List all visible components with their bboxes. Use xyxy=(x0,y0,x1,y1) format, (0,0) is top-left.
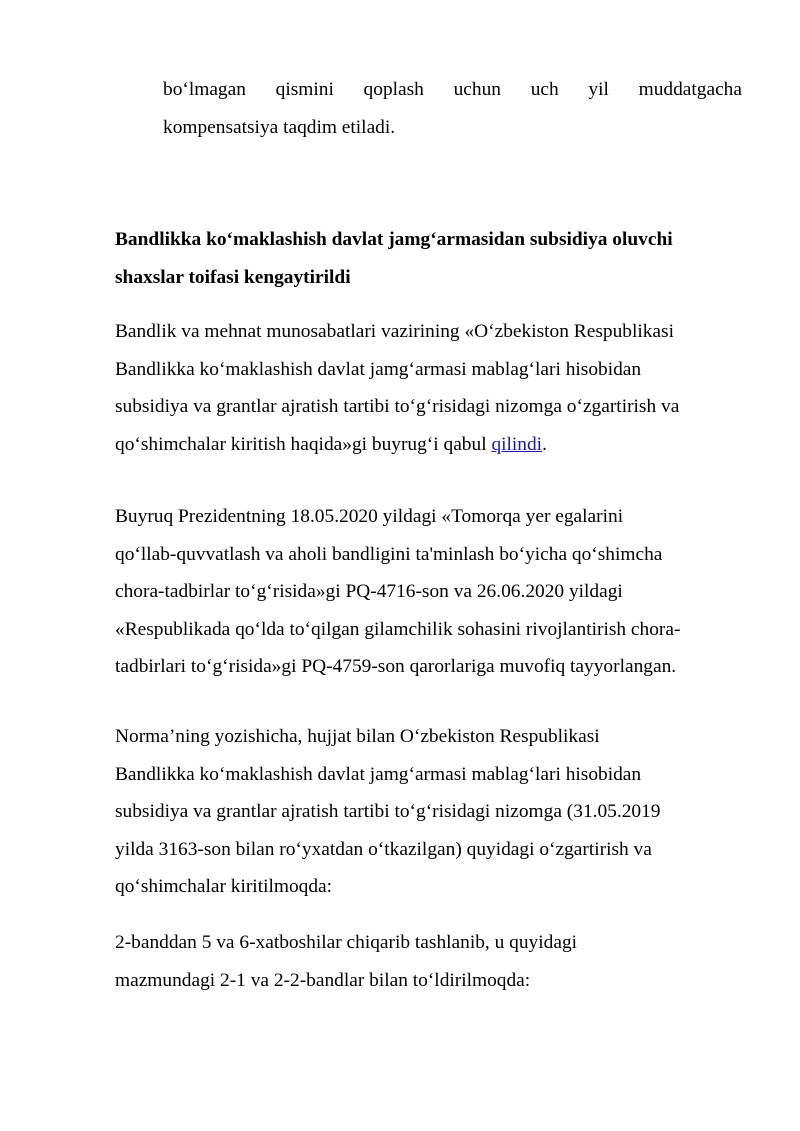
text-line xyxy=(115,426,745,464)
text-line: tadbirlari to‘g‘risida»gi PQ-4759-son qarorlariga muvofiq tayyorlangan. xyxy=(115,656,677,677)
paragraph-order-adopted xyxy=(115,313,745,463)
heading-line: Bandlikka ko‘maklashish davlat jamg‘armasidan subsidiya oluvchi xyxy=(115,229,673,250)
text-line: Buyruq Prezidentning 18.05.2020 yildagi «Tomorqa yer egalarini xyxy=(115,506,624,527)
text-fragment: qo‘shimchalar kiritish haqida»gi buyrug‘i qabul xyxy=(115,433,492,455)
text-line: qo‘shimchalar kiritilmoqda: xyxy=(115,876,333,897)
text-line: kompensatsiya taqdim etiladi. xyxy=(163,116,396,138)
text-line: subsidiya va grantlar ajratish tartibi to‘g‘risidagi nizomga o‘zgartirish va xyxy=(115,396,680,417)
text-line: «Respublikada qo‘lda to‘qilgan gilamchilik sohasini rivojlantirish chora- xyxy=(115,618,681,640)
section-heading xyxy=(115,221,745,296)
text-fragment: . xyxy=(542,433,547,455)
qilindi-link[interactable]: qilindi xyxy=(491,433,543,455)
text-line: Bandlik va mehnat munosabatlari vazirining «O‘zbekiston Respublikasi xyxy=(115,321,674,342)
text-line: yilda 3163-son bilan ro‘yxatdan o‘tkazilgan) quyidagi o‘zgartirish va xyxy=(115,838,652,860)
text-line: subsidiya va grantlar ajratish tartibi to‘g‘risidagi nizomga (31.05.2019 xyxy=(115,801,661,822)
text-line: Bandlikka ko‘maklashish davlat jamg‘armasi mablag‘lari hisobidan xyxy=(115,358,642,380)
paragraph-amendments xyxy=(115,924,745,999)
text-line: Norma’ning yozishicha, hujjat bilan O‘zbekiston Respublikasi xyxy=(115,726,600,747)
heading-line: shaxslar toifasi kengaytirildi xyxy=(115,266,351,288)
text-line: 2-banddan 5 va 6-xatboshilar chiqarib tashlanib, u quyidagi xyxy=(115,932,578,953)
continuation-paragraph xyxy=(163,71,742,146)
paragraph-basis xyxy=(115,498,745,686)
paragraph-changes xyxy=(115,718,745,906)
text-line: chora-tadbirlar to‘g‘risida»gi PQ-4716-son va 26.06.2020 yildagi xyxy=(115,581,623,602)
text-line: bo‘lmagan qismini qoplash uchun uch yil muddatgacha xyxy=(163,79,742,100)
text-line: qo‘llab-quvvatlash va aholi bandligini ta'minlash bo‘yicha qo‘shimcha xyxy=(115,543,663,565)
text-line: Bandlikka ko‘maklashish davlat jamg‘armasi mablag‘lari hisobidan xyxy=(115,763,642,785)
text-line: mazmundagi 2-1 va 2-2-bandlar bilan to‘ldirilmoqda: xyxy=(115,969,531,991)
